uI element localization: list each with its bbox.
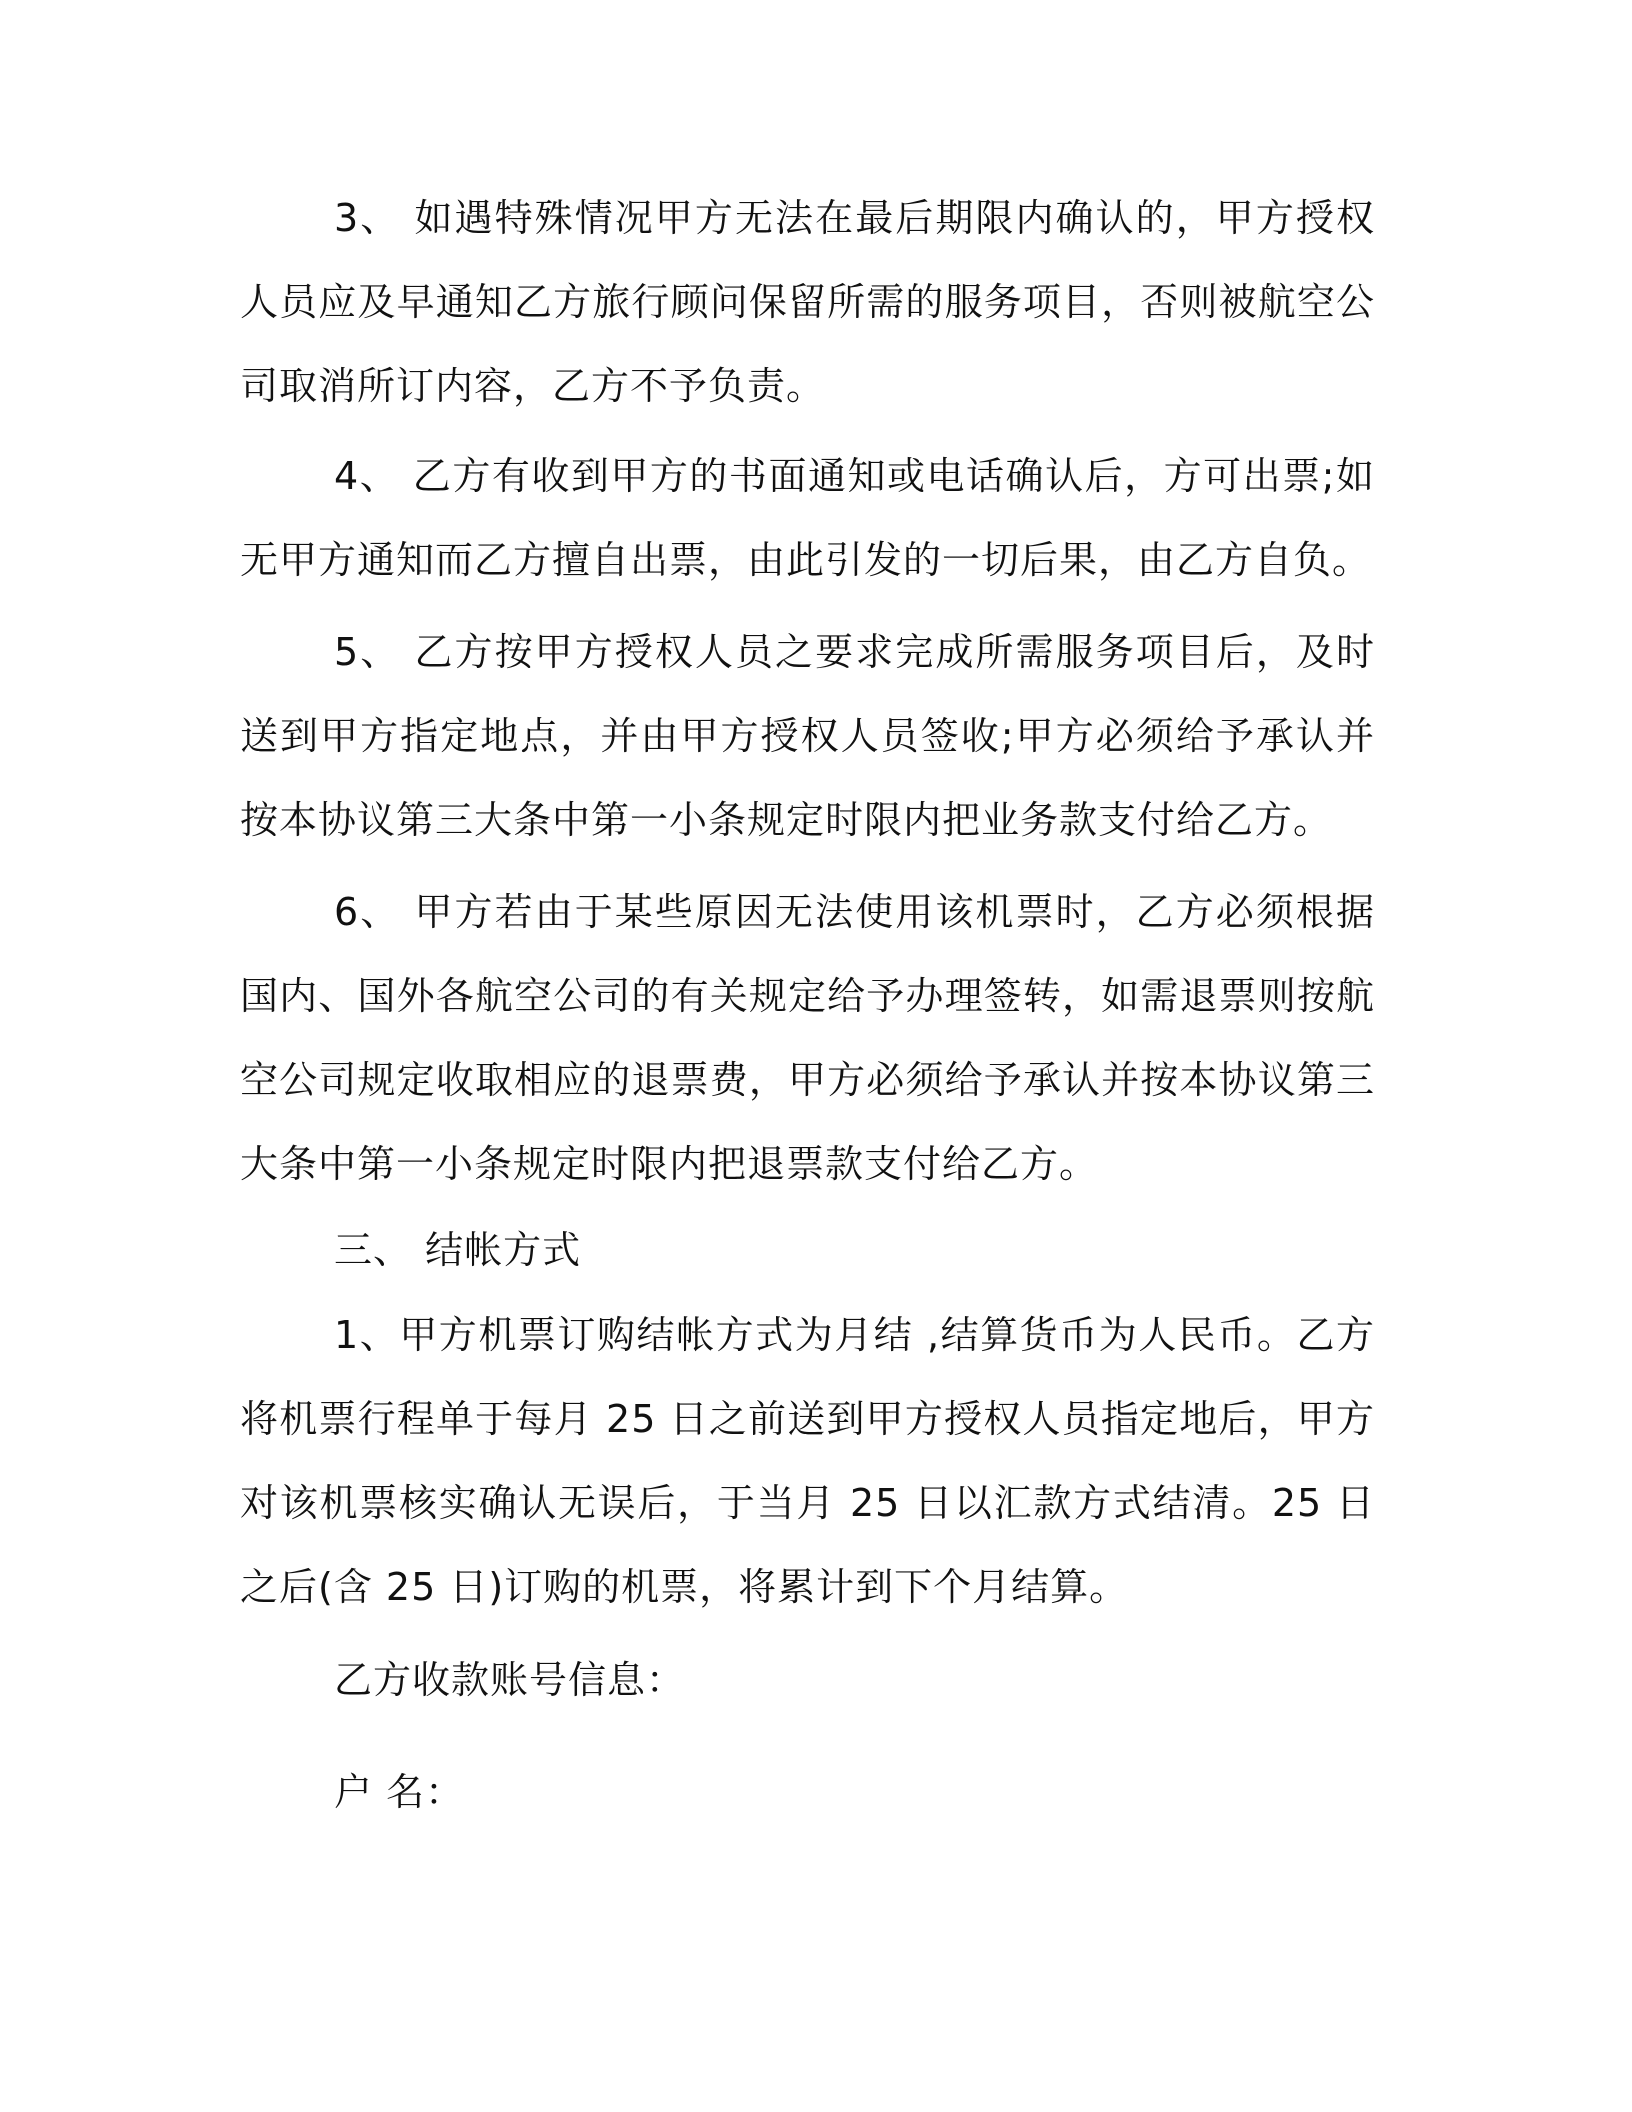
clause-5-paragraph: 5、 乙方按甲方授权人员之要求完成所需服务项目后，及时送到甲方指定地点，并由甲方授权人员签收;甲方必须给予承认并按本协议第三大条中第一小条规定时限内把业务款支付给乙方。	[240, 630, 1375, 842]
account-name-label: 户 名：	[334, 1770, 465, 1814]
clause-6-paragraph: 6、 甲方若由于某些原因无法使用该机票时，乙方必须根据国内、国外各航空公司的有关规定给予办理签转，如需退票则按航空公司规定收取相应的退票费，甲方必须给予承认并按本协议第三大条中第一小条规定时限内把退票款支付给乙方。	[240, 890, 1375, 1186]
clause-3-paragraph: 3、 如遇特殊情况甲方无法在最后期限内确认的，甲方授权人员应及早通知乙方旅行顾问保留所需的服务项目，否则被航空公司取消所订内容，乙方不予负责。	[240, 196, 1375, 408]
clause-4-paragraph: 4、 乙方有收到甲方的书面通知或电话确认后，方可出票;如无甲方通知而乙方擅自出票，由此引发的一切后果，由乙方自负。	[240, 454, 1375, 582]
account-info-label: 乙方收款账号信息：	[334, 1658, 686, 1702]
section-three-heading: 三、 结帐方式	[334, 1228, 582, 1272]
settlement-clause-1-paragraph: 1、甲方机票订购结帐方式为月结 ,结算货币为人民币。乙方将机票行程单于每月 25 日之前送到甲方授权人员指定地后，甲方对该机票核实确认无误后，于当月 25 日以汇款方式结清。25 日之后(含 25 日)订购的机票，将累计到下个月结算。	[240, 1313, 1375, 1609]
